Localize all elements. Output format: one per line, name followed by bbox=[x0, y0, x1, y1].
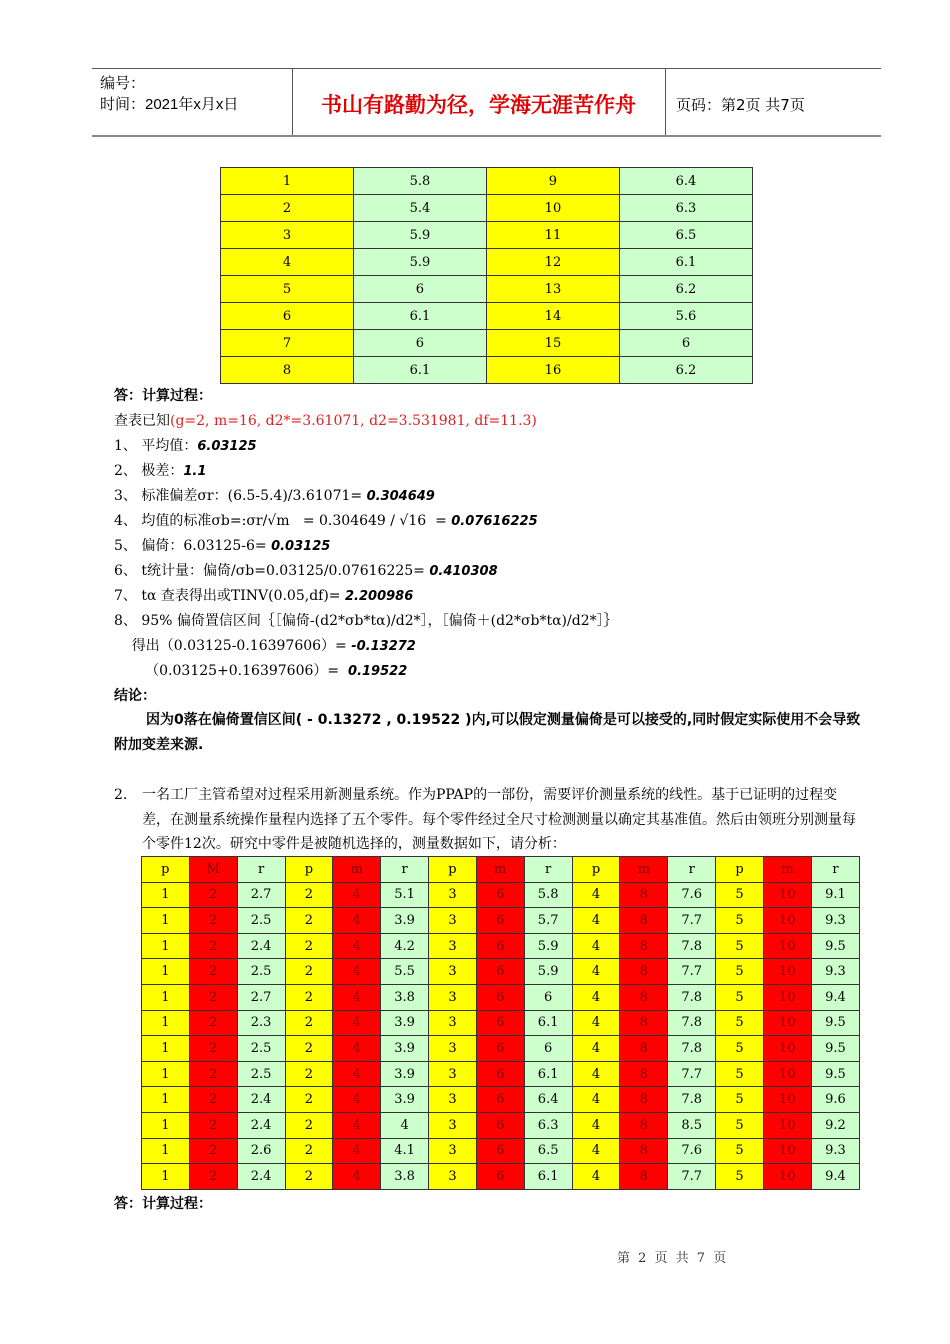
part-cell: 4 bbox=[572, 1138, 620, 1164]
table-cell: 7 bbox=[221, 330, 354, 357]
reading-cell: 8.5 bbox=[668, 1112, 716, 1138]
part-cell: 4 bbox=[572, 1036, 620, 1062]
part-cell: 3 bbox=[429, 1087, 477, 1113]
table-row bbox=[142, 1036, 860, 1062]
reference-cell: 4 bbox=[333, 1138, 381, 1164]
step-result: 1.1 bbox=[183, 464, 207, 479]
reference-cell: 4 bbox=[333, 1164, 381, 1190]
part-cell: 5 bbox=[716, 1010, 764, 1036]
table-row bbox=[221, 330, 753, 357]
table-row bbox=[142, 1087, 860, 1113]
table-cell: 5.9 bbox=[353, 249, 486, 276]
part-cell: 4 bbox=[572, 1112, 620, 1138]
reading-cell: 7.7 bbox=[668, 908, 716, 934]
calc-step bbox=[114, 434, 618, 459]
reference-cell: 4 bbox=[333, 984, 381, 1010]
header-cell: r bbox=[668, 857, 716, 883]
page-header bbox=[92, 68, 881, 137]
reference-cell: 6 bbox=[476, 1164, 524, 1190]
reading-cell: 3.9 bbox=[381, 908, 429, 934]
table-cell: 13 bbox=[486, 276, 619, 303]
reading-cell: 7.7 bbox=[668, 1061, 716, 1087]
header-cell: p bbox=[429, 857, 477, 883]
table-cell: 6 bbox=[619, 330, 752, 357]
reference-cell: 10 bbox=[763, 1138, 811, 1164]
reading-cell: 2.4 bbox=[237, 933, 285, 959]
reading-cell: 7.8 bbox=[668, 1010, 716, 1036]
reading-cell: 2.6 bbox=[237, 1138, 285, 1164]
header-cell: m bbox=[620, 857, 668, 883]
reference-cell: 8 bbox=[620, 933, 668, 959]
reference-cell: 8 bbox=[620, 1138, 668, 1164]
reading-cell: 9.4 bbox=[811, 984, 859, 1010]
reference-cell: 8 bbox=[620, 1010, 668, 1036]
part-cell: 3 bbox=[429, 882, 477, 908]
time-label: 时间：2021年x月x日 bbox=[100, 96, 239, 113]
table-cell: 1 bbox=[221, 168, 354, 195]
reading-cell: 7.8 bbox=[668, 933, 716, 959]
table-row bbox=[221, 357, 753, 384]
table-cell: 8 bbox=[221, 357, 354, 384]
reference-cell: 10 bbox=[763, 933, 811, 959]
table-cell: 16 bbox=[486, 357, 619, 384]
part-cell: 3 bbox=[429, 1010, 477, 1036]
table-cell: 5 bbox=[221, 276, 354, 303]
part-cell: 4 bbox=[572, 1010, 620, 1036]
table-row bbox=[221, 249, 753, 276]
reference-cell: 2 bbox=[189, 882, 237, 908]
part-cell: 5 bbox=[716, 1112, 764, 1138]
part-cell: 5 bbox=[716, 933, 764, 959]
table-cell: 6.1 bbox=[353, 357, 486, 384]
table-row bbox=[142, 1010, 860, 1036]
part-cell: 2 bbox=[285, 959, 333, 985]
reading-cell: 3.9 bbox=[381, 1087, 429, 1113]
part-cell: 4 bbox=[572, 908, 620, 934]
table-row bbox=[142, 959, 860, 985]
part-cell: 3 bbox=[429, 1112, 477, 1138]
step-text: 得出（0.03125-0.16397606）= bbox=[114, 638, 352, 654]
table-cell: 12 bbox=[486, 249, 619, 276]
part-cell: 4 bbox=[572, 984, 620, 1010]
reference-cell: 8 bbox=[620, 1036, 668, 1062]
reference-cell: 6 bbox=[476, 1087, 524, 1113]
reference-cell: 4 bbox=[333, 959, 381, 985]
part-cell: 2 bbox=[285, 1010, 333, 1036]
calc-step bbox=[114, 534, 618, 559]
reference-cell: 2 bbox=[189, 908, 237, 934]
part-cell: 2 bbox=[285, 984, 333, 1010]
header-cell: p bbox=[285, 857, 333, 883]
reference-cell: 10 bbox=[763, 1112, 811, 1138]
reading-cell: 9.3 bbox=[811, 1138, 859, 1164]
question-2-number: 2. bbox=[114, 787, 128, 803]
reading-cell: 5.7 bbox=[524, 908, 572, 934]
reading-cell: 3.9 bbox=[381, 1036, 429, 1062]
conclusion-label: 结论： bbox=[114, 688, 156, 704]
reference-cell: 2 bbox=[189, 959, 237, 985]
reference-cell: 10 bbox=[763, 1010, 811, 1036]
step-result: 0.410308 bbox=[429, 564, 498, 579]
table-cell: 6 bbox=[353, 330, 486, 357]
table-cell: 11 bbox=[486, 222, 619, 249]
step-result: 2.200986 bbox=[345, 589, 414, 604]
reading-cell: 6.3 bbox=[524, 1112, 572, 1138]
step-text: 2、 极差： bbox=[114, 463, 184, 479]
part-cell: 2 bbox=[285, 1061, 333, 1087]
table-row bbox=[142, 882, 860, 908]
table-row bbox=[221, 276, 753, 303]
part-cell: 3 bbox=[429, 984, 477, 1010]
reading-cell: 9.3 bbox=[811, 959, 859, 985]
reading-cell: 6 bbox=[524, 984, 572, 1010]
table-row bbox=[142, 984, 860, 1010]
reference-cell: 10 bbox=[763, 1036, 811, 1062]
part-cell: 1 bbox=[142, 1061, 190, 1087]
table-cell: 6 bbox=[221, 303, 354, 330]
header-cell: r bbox=[811, 857, 859, 883]
table-row bbox=[142, 933, 860, 959]
known-values-line bbox=[114, 409, 618, 434]
reading-cell: 7.6 bbox=[668, 1138, 716, 1164]
divider bbox=[665, 69, 666, 135]
reading-cell: 7.6 bbox=[668, 882, 716, 908]
number-label: 编号： bbox=[100, 75, 146, 92]
header-cell: m bbox=[763, 857, 811, 883]
reading-cell: 2.4 bbox=[237, 1087, 285, 1113]
table-cell: 14 bbox=[486, 303, 619, 330]
reading-cell: 5.8 bbox=[524, 882, 572, 908]
header-cell: p bbox=[572, 857, 620, 883]
part-cell: 1 bbox=[142, 959, 190, 985]
step-result: 6.03125 bbox=[197, 439, 257, 454]
part-cell: 5 bbox=[716, 1061, 764, 1087]
header-motto: 书山有路勤为径，学海无涯苦作舟 bbox=[321, 93, 636, 117]
reading-cell: 2.7 bbox=[237, 984, 285, 1010]
reference-cell: 2 bbox=[189, 1010, 237, 1036]
part-cell: 5 bbox=[716, 1087, 764, 1113]
reading-cell: 7.7 bbox=[668, 1164, 716, 1190]
step-text: （0.03125+0.16397606）= bbox=[114, 663, 349, 679]
part-cell: 5 bbox=[716, 1164, 764, 1190]
step-text: 1、 平均值： bbox=[114, 438, 198, 454]
reading-cell: 3.9 bbox=[381, 1010, 429, 1036]
part-cell: 2 bbox=[285, 882, 333, 908]
reading-cell: 2.3 bbox=[237, 1010, 285, 1036]
reading-cell: 9.5 bbox=[811, 1010, 859, 1036]
reading-cell: 2.5 bbox=[237, 1061, 285, 1087]
reading-cell: 7.8 bbox=[668, 984, 716, 1010]
part-cell: 3 bbox=[429, 1138, 477, 1164]
reading-cell: 7.7 bbox=[668, 959, 716, 985]
reading-cell: 4 bbox=[381, 1112, 429, 1138]
table-cell: 6.5 bbox=[619, 222, 752, 249]
header-cell: m bbox=[476, 857, 524, 883]
reference-cell: 6 bbox=[476, 933, 524, 959]
reading-cell: 5.5 bbox=[381, 959, 429, 985]
reading-cell: 4.1 bbox=[381, 1138, 429, 1164]
calc-step bbox=[114, 609, 618, 634]
table-cell: 5.4 bbox=[353, 195, 486, 222]
reference-cell: 4 bbox=[333, 1087, 381, 1113]
part-cell: 2 bbox=[285, 908, 333, 934]
part-cell: 5 bbox=[716, 908, 764, 934]
reference-cell: 10 bbox=[763, 959, 811, 985]
reference-cell: 8 bbox=[620, 908, 668, 934]
part-cell: 2 bbox=[285, 933, 333, 959]
reference-cell: 4 bbox=[333, 1061, 381, 1087]
table-cell: 5.8 bbox=[353, 168, 486, 195]
table-header-row bbox=[142, 857, 860, 883]
question-2-text: 一名工厂主管希望对过程采用新测量系统。作为PPAP的一部份，需要评价测量系统的线性。基于已证明的过程变差，在测量系统操作量程内选择了五个零件。每个零件经过全尺寸检测测量以确定其基准值。然后由领班分别测量每个零件12次。研究中零件是被随机选择的，测量数据如下，请分析： bbox=[142, 787, 856, 852]
reference-cell: 4 bbox=[333, 933, 381, 959]
reading-cell: 6.1 bbox=[524, 1010, 572, 1036]
part-cell: 1 bbox=[142, 882, 190, 908]
reference-cell: 6 bbox=[476, 984, 524, 1010]
part-cell: 4 bbox=[572, 933, 620, 959]
reference-cell: 4 bbox=[333, 908, 381, 934]
measurement-table-1 bbox=[220, 167, 753, 384]
part-cell: 1 bbox=[142, 908, 190, 934]
reading-cell: 7.8 bbox=[668, 1036, 716, 1062]
reading-cell: 9.4 bbox=[811, 1164, 859, 1190]
reading-cell: 2.7 bbox=[237, 882, 285, 908]
reference-cell: 2 bbox=[189, 1138, 237, 1164]
reading-cell: 5.9 bbox=[524, 959, 572, 985]
table-cell: 6.2 bbox=[619, 357, 752, 384]
reference-cell: 8 bbox=[620, 882, 668, 908]
step-text: 7、 tα 查表得出或TINV(0.05,df)= bbox=[114, 588, 345, 604]
reference-cell: 10 bbox=[763, 1087, 811, 1113]
calc-step bbox=[114, 459, 618, 484]
part-cell: 2 bbox=[285, 1036, 333, 1062]
reference-cell: 10 bbox=[763, 984, 811, 1010]
reference-cell: 10 bbox=[763, 1164, 811, 1190]
table-cell: 9 bbox=[486, 168, 619, 195]
reference-cell: 6 bbox=[476, 1138, 524, 1164]
calc-step bbox=[114, 659, 618, 684]
reference-cell: 4 bbox=[333, 1112, 381, 1138]
part-cell: 1 bbox=[142, 1112, 190, 1138]
step-result: 0.19522 bbox=[348, 664, 408, 679]
table-cell: 3 bbox=[221, 222, 354, 249]
reference-cell: 4 bbox=[333, 1036, 381, 1062]
reference-cell: 4 bbox=[333, 882, 381, 908]
reading-cell: 2.4 bbox=[237, 1164, 285, 1190]
part-cell: 4 bbox=[572, 1061, 620, 1087]
part-cell: 5 bbox=[716, 1036, 764, 1062]
part-cell: 4 bbox=[572, 1164, 620, 1190]
table-row bbox=[142, 1164, 860, 1190]
reading-cell: 9.3 bbox=[811, 908, 859, 934]
header-page-info: 页码：第2页 共7页 bbox=[676, 96, 805, 114]
answer-1 bbox=[114, 384, 618, 709]
part-cell: 1 bbox=[142, 1138, 190, 1164]
reference-cell: 2 bbox=[189, 1112, 237, 1138]
calc-step bbox=[114, 584, 618, 609]
reference-cell: 4 bbox=[333, 1010, 381, 1036]
table-cell: 6.1 bbox=[353, 303, 486, 330]
reference-cell: 6 bbox=[476, 959, 524, 985]
table-row bbox=[221, 168, 753, 195]
header-info bbox=[100, 73, 238, 115]
table-row bbox=[221, 303, 753, 330]
part-cell: 1 bbox=[142, 1036, 190, 1062]
calculation-steps bbox=[114, 434, 618, 684]
part-cell: 3 bbox=[429, 1061, 477, 1087]
part-cell: 3 bbox=[429, 1164, 477, 1190]
reading-cell: 9.6 bbox=[811, 1087, 859, 1113]
reading-cell: 6.5 bbox=[524, 1138, 572, 1164]
reference-cell: 6 bbox=[476, 1036, 524, 1062]
calc-step bbox=[114, 484, 618, 509]
reading-cell: 3.8 bbox=[381, 1164, 429, 1190]
reference-cell: 8 bbox=[620, 1164, 668, 1190]
reading-cell: 4.2 bbox=[381, 933, 429, 959]
table-cell: 6.1 bbox=[619, 249, 752, 276]
reference-cell: 2 bbox=[189, 1164, 237, 1190]
part-cell: 2 bbox=[285, 1164, 333, 1190]
part-cell: 1 bbox=[142, 1010, 190, 1036]
reference-cell: 2 bbox=[189, 1061, 237, 1087]
header-cell: r bbox=[237, 857, 285, 883]
table-row bbox=[142, 1138, 860, 1164]
reading-cell: 6 bbox=[524, 1036, 572, 1062]
part-cell: 1 bbox=[142, 984, 190, 1010]
reference-cell: 6 bbox=[476, 908, 524, 934]
part-cell: 4 bbox=[572, 1087, 620, 1113]
answer-2-heading: 答：计算过程： bbox=[114, 1196, 212, 1212]
calc-step bbox=[114, 634, 618, 659]
header-cell: m bbox=[333, 857, 381, 883]
table-cell: 6.3 bbox=[619, 195, 752, 222]
reference-cell: 6 bbox=[476, 1010, 524, 1036]
reading-cell: 2.5 bbox=[237, 959, 285, 985]
reference-cell: 8 bbox=[620, 984, 668, 1010]
reading-cell: 9.5 bbox=[811, 1061, 859, 1087]
table-row bbox=[142, 1061, 860, 1087]
header-cell: M bbox=[189, 857, 237, 883]
reference-cell: 6 bbox=[476, 1112, 524, 1138]
step-result: 0.03125 bbox=[271, 539, 331, 554]
reading-cell: 7.8 bbox=[668, 1087, 716, 1113]
part-cell: 3 bbox=[429, 1036, 477, 1062]
reference-cell: 6 bbox=[476, 1061, 524, 1087]
reference-cell: 8 bbox=[620, 1087, 668, 1113]
header-cell: p bbox=[142, 857, 190, 883]
part-cell: 2 bbox=[285, 1138, 333, 1164]
part-cell: 4 bbox=[572, 959, 620, 985]
header-cell: r bbox=[381, 857, 429, 883]
reading-cell: 3.8 bbox=[381, 984, 429, 1010]
step-text: 6、 t统计量：偏倚/σb=0.03125/0.07616225= bbox=[114, 563, 430, 579]
part-cell: 3 bbox=[429, 933, 477, 959]
reference-cell: 10 bbox=[763, 1061, 811, 1087]
part-cell: 1 bbox=[142, 1087, 190, 1113]
known-values: (g=2, m=16, d2*=3.61071, d2=3.531981, df=11.3) bbox=[170, 413, 537, 429]
reading-cell: 9.5 bbox=[811, 1036, 859, 1062]
part-cell: 1 bbox=[142, 1164, 190, 1190]
known-prefix: 查表已知 bbox=[114, 413, 170, 429]
reading-cell: 5.1 bbox=[381, 882, 429, 908]
reference-cell: 2 bbox=[189, 1087, 237, 1113]
conclusion-text: 因为0落在偏倚置信区间( - 0.13272 , 0.19522 )内,可以假定测量偏倚是可以接受的,同时假定实际使用不会导致附加变差来源. bbox=[114, 712, 861, 753]
reference-cell: 8 bbox=[620, 1061, 668, 1087]
step-text: 5、 偏倚：6.03125-6= bbox=[114, 538, 272, 554]
header-cell: p bbox=[716, 857, 764, 883]
reading-cell: 6.1 bbox=[524, 1061, 572, 1087]
header-cell: r bbox=[524, 857, 572, 883]
reference-cell: 2 bbox=[189, 1036, 237, 1062]
reading-cell: 9.2 bbox=[811, 1112, 859, 1138]
reference-cell: 10 bbox=[763, 908, 811, 934]
reference-cell: 8 bbox=[620, 959, 668, 985]
table-cell: 6.4 bbox=[619, 168, 752, 195]
table-cell: 6 bbox=[353, 276, 486, 303]
step-text: 4、 均值的标准σb=:σr/√m = 0.304649 / √16 = bbox=[114, 513, 452, 529]
reference-cell: 6 bbox=[476, 882, 524, 908]
table-cell: 10 bbox=[486, 195, 619, 222]
table-row bbox=[142, 1112, 860, 1138]
table-row bbox=[221, 195, 753, 222]
part-cell: 3 bbox=[429, 959, 477, 985]
step-result: 0.304649 bbox=[366, 489, 435, 504]
reading-cell: 5.9 bbox=[524, 933, 572, 959]
step-text: 3、 标准偏差σr：(6.5-5.4)/3.61071= bbox=[114, 488, 367, 504]
reading-cell: 6.4 bbox=[524, 1087, 572, 1113]
reference-cell: 2 bbox=[189, 984, 237, 1010]
linearity-data-table bbox=[141, 856, 860, 1190]
table-cell: 5.9 bbox=[353, 222, 486, 249]
reading-cell: 9.5 bbox=[811, 933, 859, 959]
answer-heading: 答：计算过程： bbox=[114, 388, 212, 404]
step-text: 8、 95% 偏倚置信区间｛［偏倚-(d2*σb*tα)/d2*］，［偏倚＋(d2*σb*tα)/d2*］｝ bbox=[114, 613, 618, 629]
part-cell: 5 bbox=[716, 882, 764, 908]
table-cell: 4 bbox=[221, 249, 354, 276]
part-cell: 5 bbox=[716, 1138, 764, 1164]
table-row bbox=[142, 908, 860, 934]
page-footer: 第 2 页 共 7 页 bbox=[617, 1251, 727, 1266]
step-result: -0.13272 bbox=[351, 639, 416, 654]
reading-cell: 2.5 bbox=[237, 1036, 285, 1062]
table-cell: 2 bbox=[221, 195, 354, 222]
calc-step bbox=[114, 509, 618, 534]
part-cell: 4 bbox=[572, 882, 620, 908]
part-cell: 5 bbox=[716, 959, 764, 985]
step-result: 0.07616225 bbox=[451, 514, 538, 529]
part-cell: 1 bbox=[142, 933, 190, 959]
reading-cell: 6.1 bbox=[524, 1164, 572, 1190]
table-cell: 15 bbox=[486, 330, 619, 357]
table-row bbox=[221, 222, 753, 249]
reading-cell: 3.9 bbox=[381, 1061, 429, 1087]
table-cell: 6.2 bbox=[619, 276, 752, 303]
reference-cell: 8 bbox=[620, 1112, 668, 1138]
reference-cell: 2 bbox=[189, 933, 237, 959]
reference-cell: 10 bbox=[763, 882, 811, 908]
part-cell: 3 bbox=[429, 908, 477, 934]
part-cell: 2 bbox=[285, 1112, 333, 1138]
calc-step bbox=[114, 559, 618, 584]
part-cell: 5 bbox=[716, 984, 764, 1010]
part-cell: 2 bbox=[285, 1087, 333, 1113]
table-cell: 5.6 bbox=[619, 303, 752, 330]
reading-cell: 2.4 bbox=[237, 1112, 285, 1138]
reading-cell: 9.1 bbox=[811, 882, 859, 908]
reading-cell: 2.5 bbox=[237, 908, 285, 934]
